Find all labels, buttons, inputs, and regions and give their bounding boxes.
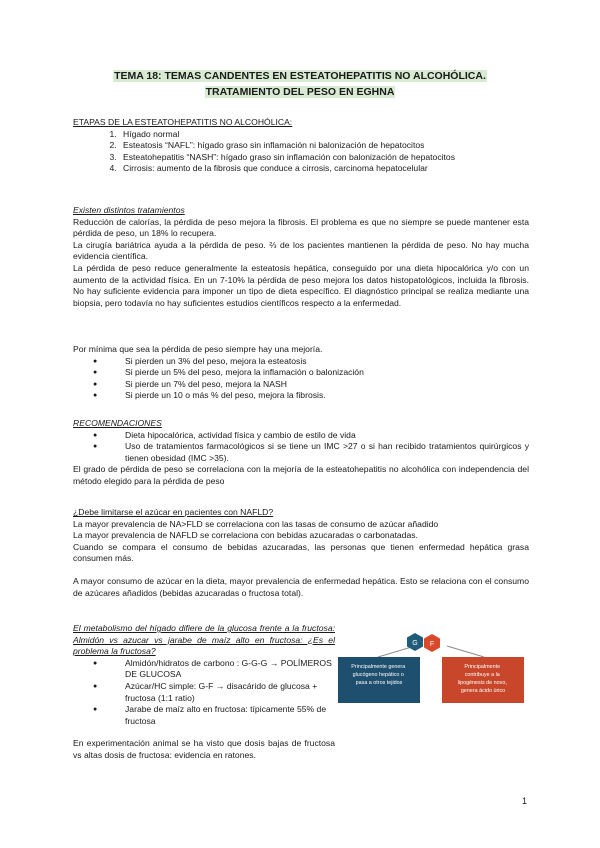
minimal-loss-item: ● Si pierde un 10 o más % del peso, mejora la fibrosis. xyxy=(119,390,529,402)
metabolism-section xyxy=(73,623,335,762)
sugar-paragraph-2: La mayor prevalencia de NAFLD se correlaciona con bebidas azucaradas o carbonatadas. xyxy=(73,530,418,541)
treatments-paragraph-3: La pérdida de peso reduce generalmente la esteatosis hepática, conseguido por una dieta hipocalórica y/o con un aumento de la actividad física. En un 7-10% la pérdida de peso mejora los datos histopatológicos, incluida la fibrosis. No hay suficiente evidencia para imponer un tipo de dieta específico. El diagnóstico principal se realiza mediante una biopsia, pero todavía no hay suficientes estudios científicos respecto a la enfermedad. xyxy=(73,262,529,308)
glucose-fructose-figure xyxy=(338,633,526,705)
metabolism-item: ● Jarabe de maíz alto en fructosa: típicamente 55% de fructosa xyxy=(119,704,335,727)
recommendation-item: ● Dieta hipocalórica, actividad física y cambio de estilo de vida xyxy=(119,430,529,442)
recommendations-heading: RECOMENDACIONES xyxy=(73,418,162,428)
title-line-1: TEMA 18: TEMAS CANDENTES EN ESTEATOHEPATITIS NO ALCOHÓLICA. xyxy=(114,70,486,82)
minimal-loss-list xyxy=(73,356,529,402)
fructose-fate-text: Principalmente contribuye a la lipogénesis de novo, genera ácido úrico xyxy=(457,664,507,694)
minimal-loss-item: ● Si pierden un 3% del peso, mejora la esteatosis xyxy=(119,356,529,368)
sugar-section xyxy=(73,507,529,599)
stages-section xyxy=(73,117,529,175)
metabolism-list xyxy=(73,658,335,728)
connector-right xyxy=(447,646,484,657)
glucose-label: G xyxy=(412,640,418,647)
stages-heading: ETAPAS DE LA ESTEATOHEPATITIS NO ALCOHÓLICA: xyxy=(73,117,293,127)
minimal-loss-item: ● Si pierde un 7% del peso, mejora la NASH xyxy=(119,379,529,391)
title-line-2: TRATAMIENTO DEL PESO EN EGHNA xyxy=(205,86,395,98)
metabolism-item: ● Almidón/hidratos de carbono : G-G-G → POLÍMEROS DE GLUCOSA xyxy=(119,658,335,681)
stage-item: 1. Hígado normal xyxy=(119,129,529,141)
metabolism-item: ● Azúcar/HC simple: G-F → disacárido de glucosa + fructosa (1:1 ratio) xyxy=(119,681,335,704)
stage-item: 3. Esteatohepatitis “NASH”: hígado graso sin inflamación con balonización de hepatocitos xyxy=(119,152,529,164)
fructose-label: F xyxy=(429,641,435,648)
figure-svg xyxy=(338,633,526,705)
page-number: 1 xyxy=(522,796,528,806)
minimal-loss-section xyxy=(73,344,529,402)
treatments-paragraph-2: La cirugía bariátrica ayuda a la pérdida de peso. ⅔ de los pacientes mantienen la pérdida de peso. No hay mucha evidencia científica. xyxy=(73,239,529,262)
treatments-section xyxy=(73,205,529,309)
sugar-heading: ¿Debe limitarse el azúcar en pacientes con NAFLD? xyxy=(73,507,274,517)
sugar-paragraph-1: La mayor prevalencia de NA>FLD se correlaciona con las tasas de consumo de azúcar añadido xyxy=(73,518,439,529)
metabolism-paragraph: En experimentación animal se ha visto que dosis bajas de fructosa vs altas dosis de fructosa: evidencia en ratones. xyxy=(73,738,335,760)
recommendations-paragraph: El grado de pérdida de peso se correlaciona con la mejoría de la esteatohepatitis no alcohólica con independencia del método elegido para la pérdida de peso xyxy=(73,464,529,486)
recommendations-list xyxy=(73,430,529,465)
recommendations-section xyxy=(73,418,529,488)
treatments-paragraph-1: Reducción de calorías, la pérdida de peso mejora la fibrosis. El problema es que no siempre se puede mantener esta pérdida de peso, un 18% lo recupera. xyxy=(73,216,529,239)
minimal-loss-item: ● Si pierde un 5% del peso, mejora la inflamación o balonización xyxy=(119,367,529,379)
stage-item: 4. Cirrosis: aumento de la fibrosis que conduce a cirrosis, carcinoma hepatocelular xyxy=(119,163,529,175)
minimal-loss-intro: Por mínima que sea la pérdida de peso siempre hay una mejoría. xyxy=(73,344,323,354)
glucose-fate-text: Principalmente genera glucógeno hepático o pasa a otros tejidos xyxy=(351,664,406,686)
sugar-paragraph-3: Cuando se compara el consumo de bebidas azucaradas, las personas que tienen enfermedad hepática grasa consumen más. xyxy=(73,541,529,564)
stage-item: 2. Esteatosis “NAFL”: hígado graso sin inflamación ni balonización de hepatocitos xyxy=(119,140,529,152)
sugar-paragraph-4: A mayor consumo de azúcar en la dieta, mayor prevalencia de enfermedad hepática. Esto se relaciona con el consumo de azúcares añadidos (bebidas azucaradas o fructosa total). xyxy=(73,575,529,598)
stages-list xyxy=(73,129,529,175)
treatments-heading: Existen distintos tratamientos xyxy=(73,205,185,215)
recommendation-item: ● Uso de tratamientos farmacológicos si se tiene un IMC >27 o si han recibido tratamientos quirúrgicos y tienen obesidad (IMC >35). xyxy=(119,441,529,464)
metabolism-heading: El metabolismo del hígado difiere de la glucosa frente a la fructosa: Almidón vs azucar vs jarabe de maíz alto en fructosa: ¿Es el problema la fructosa? xyxy=(73,623,335,657)
